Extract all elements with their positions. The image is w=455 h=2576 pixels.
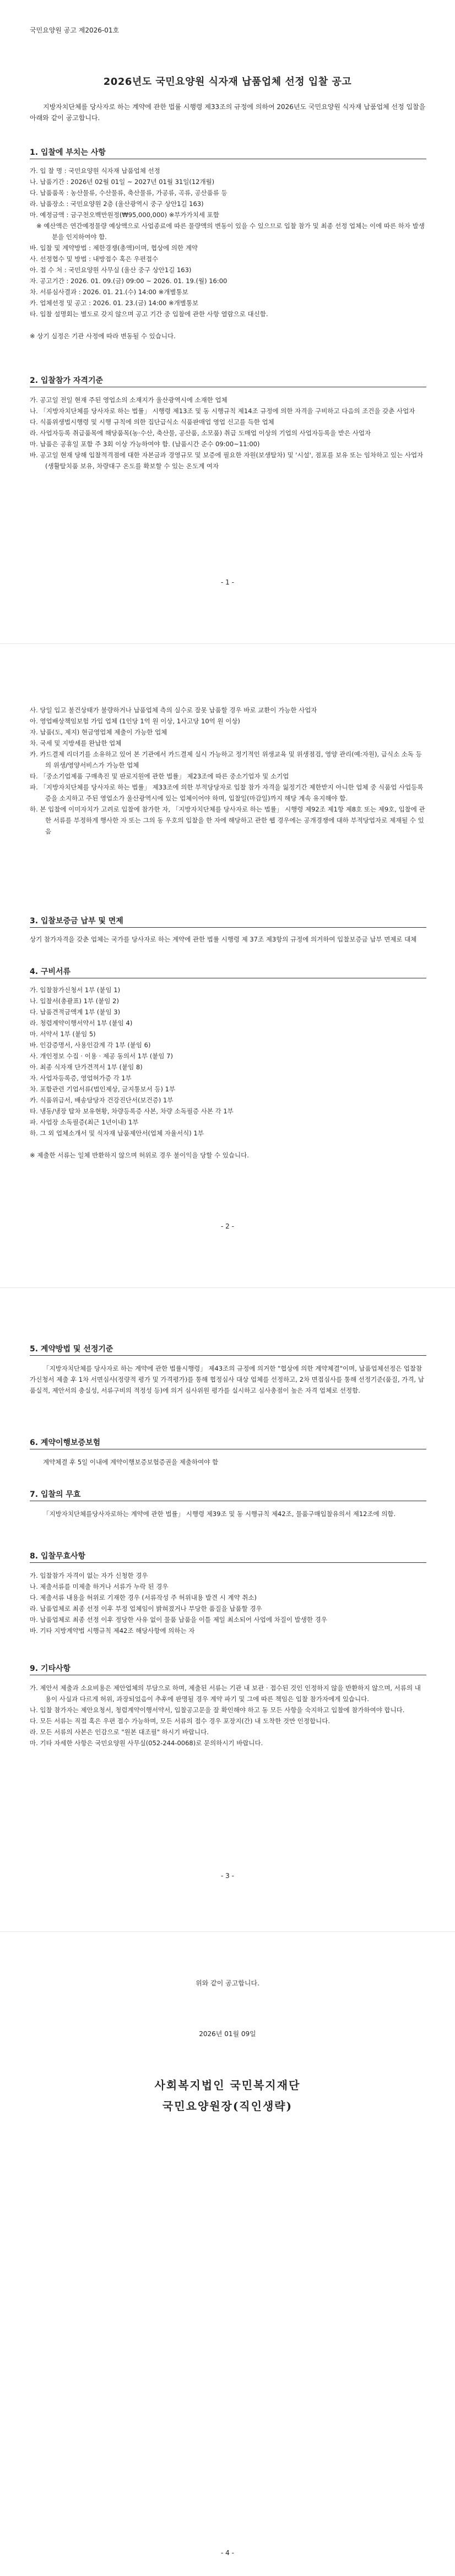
list-item — [30, 1139, 426, 1150]
list-item: 나. 납품기간 : 2026년 02월 01일 ~ 2027년 01월 31일(12개월) — [30, 178, 215, 186]
list-item: 가. 제안서 제출과 소요비용은 제안업체의 부담으로 하며, 제출된 서류는 기관 내 보관 · 접수된 것인 인정하지 않을 반환하지 않으며, 서류의 내용이 사실과 다르게 허위, 과장되었음이 추후에 판명될 경우 계약 파기 및 그에 따른 책임은 입찰 참가자에게 있습니다. — [30, 1684, 421, 1703]
closing-notice: 위와 같이 공고합니다. — [196, 1979, 259, 1987]
list-item: 마. 기타 자세한 사항은 국민요양원 사무실(052-244-0068)로 문의하시기 바랍니다. — [30, 1739, 263, 1747]
list-item: 카. 카드결제 리더기를 소유하고 있어 본 기관에서 카드결제 실시 가능하고 정기적인 위생교육 및 위생점검, 영양 관리(예:자원), 급식소 소독 등의 위생/영양서비스가 가능한 업체 — [30, 750, 422, 769]
section-9-list — [30, 1682, 426, 1749]
section-8-rule — [30, 1562, 426, 1563]
list-item: 파. 사업장 소독필증(최근 1년이내) 1부 — [30, 1118, 139, 1126]
list-item: 다. 제출서류 내용을 허위로 기재한 경우 (서류작성 주 허위내용 발견 시 계약 취소) — [30, 1594, 257, 1601]
section-9-title: 9. 기타사항 — [30, 1664, 71, 1673]
list-item: 파. 「지방자치단체를 당사자로 하는 법률」 제33조에 의한 부적당당자로 입찰 참가 자격을 잃정기간 제한받지 아니한 업체 중 식품업 사업등록증을 소지하고 주된 영업소가 울산광역시에 있는 업체이어야 하며, 입찰일(마감일)까지 해당 계속 유지해야 함. — [30, 783, 424, 802]
list-item: 아. 최종 식자재 단가견적서 1부 (붙임 8) — [30, 1063, 143, 1071]
section-1-list — [30, 165, 426, 342]
list-item: 나. 「지방자치단체를 당사자로 하는 법률」 시행령 제13조 및 동 시행규칙 제14조 규정에 의한 자격을 구비하고 다음의 조건을 갖춘 사업자 — [30, 407, 415, 415]
list-item: 차. 국세 및 지방세를 완납한 업체 — [30, 739, 122, 747]
page-2 — [0, 644, 455, 1287]
list-item: 나. 제출서류를 미제출 하거나 서류가 누락 된 경우 — [30, 1583, 169, 1590]
foundation-name: 사회복지법인 국민복지재단 — [154, 2079, 301, 2092]
list-item: 아. 영업배상책임보험 가입 업체 (1인당 1억 원 이상, 1사고당 10억 원 이상) — [30, 717, 240, 725]
page-number: - 4 - — [221, 2549, 234, 2557]
issue-date: 2026년 01월 09일 — [199, 2030, 256, 2038]
list-item: 바. 공고일 현재 당해 입찰적격점에 대한 자본금과 경영규모 및 보증에 필요한 자원(보생탈차) 및 '시설', 점포를 보유 또는 임차하고 있는 사업자(생활탈치품 보유, 차량대구 온도를 확보할 수 있는 온도계 여자 — [30, 451, 424, 470]
list-item: ※ 상기 실정은 기관 사정에 따라 변동될 수 있습니다. — [30, 332, 176, 340]
list-item: 사. 선정협수 및 방법 : 내방접수 혹은 우편접수 — [30, 255, 159, 263]
list-item: 사. 개인정보 수집 · 이용 · 제공 동의서 1부 (붙임 7) — [30, 1052, 173, 1060]
section-2-continued-list — [30, 705, 426, 837]
list-item: 가. 입찰참가 자격이 없는 자가 신청한 경우 — [30, 1572, 148, 1579]
section-7-text: 「지방자치단체를당사자로하는 계약에 관한 법률」 시행령 제39조 및 동 시행규칙 제42조, 물품구매입찰유의서 제12조에 의함. — [43, 1510, 396, 1518]
section-4-list — [30, 984, 426, 1161]
page-3 — [0, 1288, 455, 1931]
list-item: 바. 기타 지방계약법 시행규칙 제42조 해당사항에 의하는 자 — [30, 1627, 195, 1635]
list-item: 하. 그 외 업체소개서 및 식자재 납품제안서(업체 자율서식) 1부 — [30, 1129, 204, 1137]
section-8-list — [30, 1570, 426, 1636]
page-number: - 1 - — [221, 578, 234, 586]
section-3-text: 상기 참가자격을 갖춘 업체는 국가를 당사자로 하는 계약에 관한 법률 시행령 제 37조 제3항의 규정에 의거하여 입찰보증금 납부 면제로 대체 — [30, 935, 417, 943]
list-item: 바. 인감증명서, 사용인감계 각 1부 (붙임 6) — [30, 1041, 151, 1049]
list-item: 다. 모든 서류는 직접 혹은 우편 접수 가능하며, 모든 서류의 접수 경우 포장지(간) 내 도착한 것만 인정합니다. — [30, 1717, 331, 1725]
section-6-title: 6. 계약이행보증보험 — [30, 1438, 101, 1447]
list-item: 다. 납품품목 : 농산물류, 수산물류, 축산물류, 가공류, 곡류, 공산품류 등 — [30, 189, 228, 197]
section-5-rule — [30, 1355, 426, 1356]
list-item: 나. 입찰 참가자는 제안요청서, 청렴계약이행서약서, 입찰공고문을 잘 확인해야 하고 동 모든 사항을 숙지하고 입찰에 참가하여야 합니다. — [30, 1706, 405, 1714]
section-5-title: 5. 계약방법 및 선정기준 — [30, 1345, 113, 1354]
list-item: 가. 공고일 전일 현재 주된 영업소의 소재지가 울산광역시에 소재한 업체 — [30, 396, 228, 404]
intro-paragraph: 지방자치단체를 당사자로 하는 계약에 관한 법률 시행령 제33조의 규정에 의하여 2026년도 국민요양원 식자재 납품업체 선정 입찰을 아래와 같이 공고합니다. — [30, 103, 426, 122]
list-item: 라. 청렴계약이행서약서 1부 (붙임 4) — [30, 1019, 133, 1027]
page-number: - 3 - — [221, 1872, 234, 1880]
list-item: ※ 제출한 서류는 일체 반환하지 않으며 허위로 경우 불이익을 당할 수 있습니다. — [30, 1151, 249, 1159]
list-item: 마. 서약서 1부 (붙임 5) — [30, 1030, 96, 1038]
page-4 — [0, 1932, 455, 2576]
section-2-title: 2. 입찰참가 자격기준 — [30, 376, 103, 385]
list-item: 사. 당일 입고 불건상태가 불량하거나 납품업체 측의 실수로 잘못 납품할 경우 바로 교환이 가능한 사업자 — [30, 706, 317, 714]
list-item: 바. 입찰 및 계약방법 : 제한경쟁(총액)이며, 협상에 의한 계약 — [30, 244, 198, 252]
section-8-title: 8. 입찰무효사항 — [30, 1552, 86, 1561]
list-item: 자. 공고기간 : 2026. 01. 09.(금) 09:00 ~ 2026. 01. 19.(월) 16:00 — [30, 277, 228, 285]
document-number: 국민요양원 공고 제2026-01호 — [30, 26, 120, 34]
list-item: 타. 입찰 설명회는 별도로 갖지 않으며 공고 기간 중 입찰에 관한 사항 열람으로 대신함. — [30, 310, 268, 318]
list-item: 라. 사업자등록 취급품목에 해당품목(농·수산, 축산물, 공산품, 소모품) 취급 도매업 이상의 기업의 사업자등록을 받은 사업자 — [30, 429, 371, 437]
list-item: 마. 납품은 공휴일 포함 주 3회 이상 가능하여야 함. (납품시간 준수 09:00~11:00) — [30, 440, 260, 448]
list-item: 라. 모든 서류의 사본은 인감으로 "원본 대조필" 하시기 바랍니다. — [30, 1728, 209, 1736]
list-item: 카. 식품위급서, 배송담당자 건강진단서(보건증) 1부 — [30, 1096, 174, 1104]
section-5-text: 「지방자치단체를 당사자로 하는 계약에 관한 법률시행령」 제43조의 규정에 의거한 "협상에 의한 계약체결"이며, 납품업체선정은 업찰참가신청서 제출 후 1차 서면심사(정량적 평가 및 가격평가)를 통해 협정심사 대상 업체를 선정하고, 2차 면접심사를 통해 선정기준(품질, 가격, 납품실적, 제안서의 충실성, 서류구비의 적정성 등)에 의거 심사위원 평가를 실시하고 심사총점이 높은 자격 업체로 선정함. — [30, 1365, 424, 1394]
list-item: 차. 서류심사결과 : 2026. 01. 21.(수) 14:00 ※개별통보 — [30, 288, 188, 296]
section-1-title: 1. 입찰에 부치는 사항 — [30, 148, 106, 157]
page-number: - 2 - — [221, 1222, 234, 1230]
list-item: 나. 입찰서(총괄표) 1부 (붙임 2) — [30, 997, 119, 1005]
list-item: 다. 식품위생법시행령 및 시행 규칙에 의한 집단급식소 식품판매업 영업 신고를 득한 업체 — [30, 418, 274, 426]
list-item: 자. 사업자등록증, 영업허가증 각 1부 — [30, 1074, 132, 1082]
institution-name: 국민요양원장(직인생략) — [162, 2099, 293, 2113]
section-6-text: 계약체결 후 5일 이내에 계약이행보증보험증권을 제출하여야 함 — [43, 1458, 219, 1466]
section-3-title: 3. 입찰보증금 납부 및 면제 — [30, 917, 123, 926]
list-item: 자. 납품(도, 제지) 현금영업체 제출이 가능한 업체 — [30, 728, 167, 736]
list-item: 타. 냉동/냉장 탑차 보유현황, 차량등록증 사본, 차량 소독필증 사본 각 1부 — [30, 1107, 234, 1115]
list-item: 하. 본 입찰에 이미자치가 고려로 입찰에 참가한 자, 「지방자치단체를 당사자로 하는 법률」 시행령 제92조 제1항 제8호 또는 제9호, 입찰에 관한 서류를 부정하게 행사한 자 또는 그의 동 우호의 입찰을 한 자에 해당하고 관한 웹 경우에는 공개경쟁에 대하 부적당업자로 제재될 수 있음 — [30, 805, 425, 835]
list-item — [30, 320, 426, 331]
list-item: 라. 납품업체로 최종 선정 이후 부정 업체임이 밝혀졌거나 부당한 품질을 납품할 경우 — [30, 1605, 262, 1612]
section-7-title: 7. 입찰의 무효 — [30, 1490, 81, 1499]
page-title: 2026년도 국민요양원 식자재 납품업체 선정 입찰 공고 — [103, 76, 352, 88]
list-item: 카. 업체선정 및 공고 : 2026. 01. 23.(금) 14:00 ※개별통보 — [30, 299, 199, 307]
section-3-rule — [30, 927, 426, 928]
list-item: 타. 「중소기업제품 구매촉진 및 판로지원에 관한 법률」 제23조에 따른 중소기업자 및 소기업 — [30, 772, 289, 780]
list-item: 가. 입 찰 명 : 국민요양원 식자재 납품업체 선정 — [30, 167, 160, 175]
section-4-title: 4. 구비서류 — [30, 967, 71, 976]
list-item: 라. 납품장소 : 국민요양원 2층 (울산광역시 중구 상안1길 163) — [30, 200, 204, 208]
list-item: 다. 납품견적금액계 1부 (붙임 3) — [30, 1008, 121, 1016]
list-item: 가. 입찰참가신청서 1부 (붙임 1) — [30, 986, 121, 994]
list-item: 마. 납품업체로 최종 선정 이후 정당한 사유 없이 물품 납품을 이틀 제일 최소되어 사업에 차질이 발생한 경우 — [30, 1616, 327, 1623]
list-item: 차. 포함관련 기업서류(법인제상, 금지통보서 등) 1부 — [30, 1085, 176, 1093]
list-item: 마. 예정금액 : 금구천오백만원정(₩95,000,000) ※부가가치세 포함 — [30, 211, 219, 219]
section-2-list — [30, 394, 426, 472]
list-item: ※ 예산액은 연간예정물량 예상액으로 사업종료에 따른 물량액의 변동이 있을 수 있으므로 입찰 참가 및 최종 선정 업체는 이에 따른 하자 발생분을 인지하여야 함. — [36, 222, 425, 241]
page-1 — [0, 0, 455, 643]
list-item: 아. 접 수 처 : 국민요양원 사무실 (울산 중구 상안1길 163) — [30, 266, 192, 274]
